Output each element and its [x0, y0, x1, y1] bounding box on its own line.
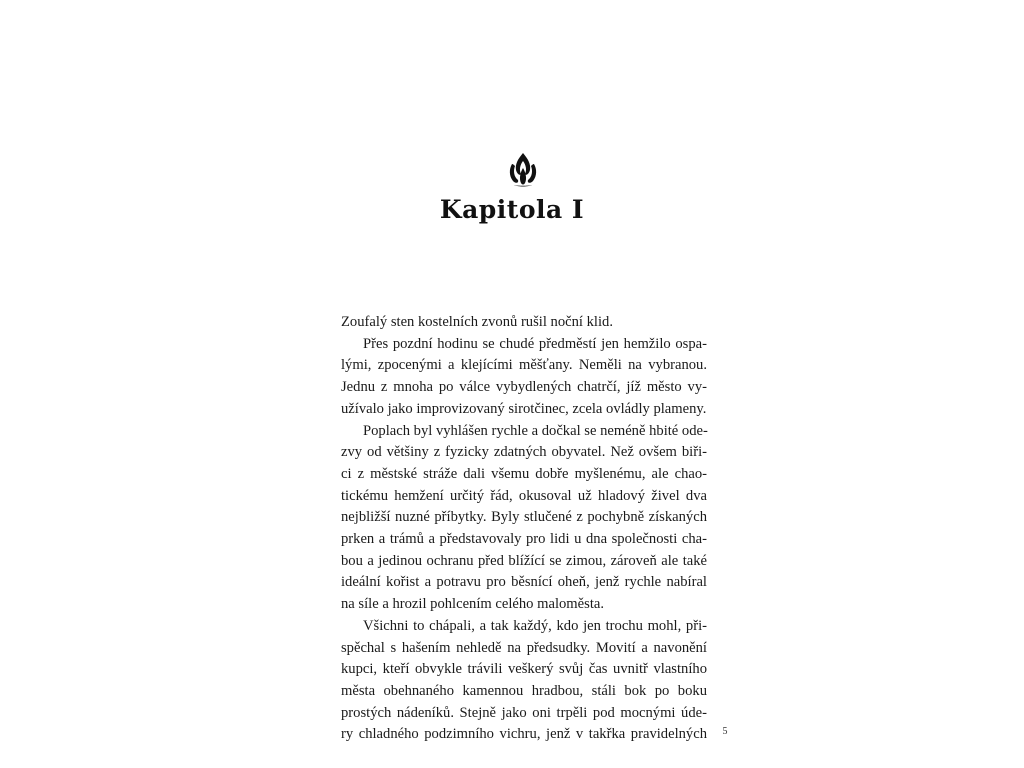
text-line: tickému hemžení určitý řád, okusoval už hladový živel dva	[341, 487, 707, 504]
text-line: prken a trámů a představovaly pro lidi u dna společnosti cha-	[341, 531, 707, 548]
text-line: prostých nádeníků. Stejně jako oni trpěli pod mocnými úde-	[341, 704, 707, 721]
text-line: Přes pozdní hodinu se chudé předměstí jen hemžilo ospa-	[363, 335, 707, 352]
text-line: bou a jedinou ochranu před blížící se zimou, zároveň ale také	[341, 552, 707, 569]
text-line: Poplach byl vyhlášen rychle a dočkal se neméně hbité ode-	[363, 422, 708, 439]
page-number: 5	[722, 726, 728, 737]
text-line: ideální kořist a potravu pro běsnící oheň, jenž rychle nabíral	[341, 574, 707, 591]
text-line: nejbližší nuzné příbytky. Byly stlučené z pochybně získaných	[341, 509, 707, 526]
text-line: užívalo jako improvizovaný sirotčinec, zcela ovládly plameny.	[341, 400, 707, 417]
text-line: ci z městské stráže dali všemu dobře myšlenému, ale chao-	[341, 465, 707, 482]
flame-ornament-icon	[508, 152, 538, 188]
text-line: Jednu z mnoha po válce vybydlených chatrčí, jíž město vy-	[341, 379, 707, 396]
text-line: spěchal s hašením nehledě na předsudky. Movití a navonění	[341, 639, 707, 656]
text-line: ry chladného podzimního vichru, jenž v takřka pravidelných	[341, 726, 707, 743]
text-line: lými, zpocenými a klejícími měšťany. Neměli na vybranou.	[341, 357, 707, 374]
text-line: Všichni to chápali, a tak každý, kdo jen trochu mohl, při-	[363, 617, 707, 634]
text-line: města obehnaného kamennou hradbou, stáli bok po boku	[341, 682, 707, 699]
text-line: Zoufalý sten kostelních zvonů rušil noční klid.	[341, 314, 613, 330]
text-line: kupci, kteří obvykle trávili veškerý svůj čas uvnitř vlastního	[341, 661, 707, 678]
text-line: na síle a hrozil pohlcením celého maloměsta.	[341, 596, 605, 613]
body-text	[341, 312, 707, 746]
text-line: zvy od většiny z fyzicky zdatných obyvatel. Než ovšem biři-	[341, 444, 707, 461]
chapter-title: Kapitola I	[439, 195, 585, 224]
